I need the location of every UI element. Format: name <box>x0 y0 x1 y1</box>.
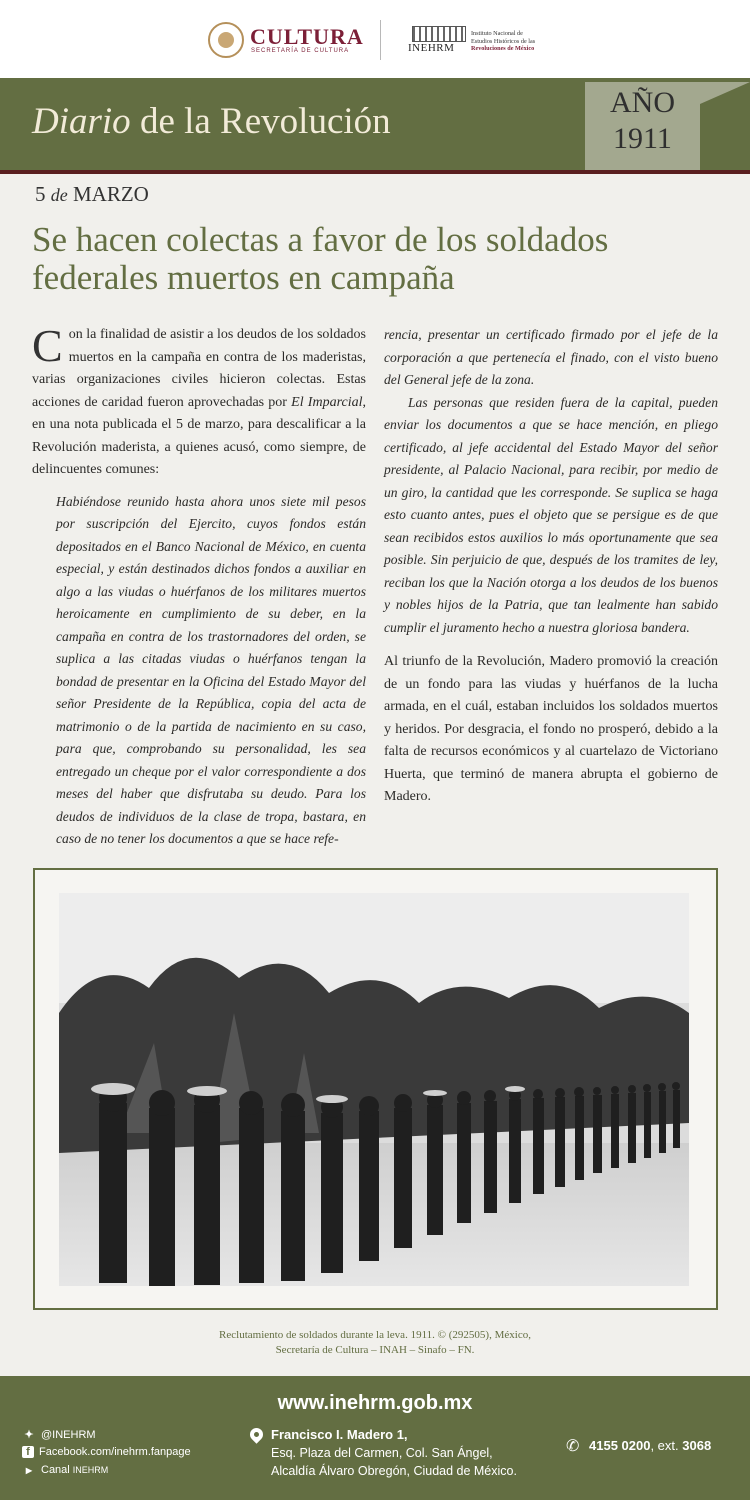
series-title-rest: de la Revolución <box>130 101 391 142</box>
intro-source: El Imparcial <box>291 394 363 410</box>
caption-line-1: Reclutamiento de soldados durante la leva. 1911. © (292505), México, <box>219 1329 531 1341</box>
inehrm-logo-description <box>471 30 561 53</box>
inehrm-line-2: Estudios Históricos de las <box>471 37 536 45</box>
inehrm-line-1: Instituto Nacional de <box>471 30 523 37</box>
photo-scene <box>59 893 689 1286</box>
inehrm-line-3: Revoluciones de México <box>471 45 535 52</box>
date-month: MARZO <box>73 182 149 206</box>
logo-divider <box>380 20 381 60</box>
intro-text-2: , en una nota publicada el 5 de marzo, para descalificar a la Revolución maderista, a quienes acusó, como siempre, de delincuentes comunes: <box>32 394 367 477</box>
series-title-italic: Diario <box>32 101 131 142</box>
series-title <box>32 100 391 143</box>
closing-paragraph: Al triunfo de la Revolución, Madero promovió la creación de un fondo para las viudas y huérfanos de la lucha armada, en el cuál, estaban incluidos los soldados muertos y heridos. Por desgracia, el fondo no prosperó, debido a la falta de recursos económicos y al cuartelazo de Victoriano Huerta, que terminó de manera abrupta el gobierno de Madero. <box>384 654 718 804</box>
phone-main: 4155 0200 <box>589 1438 651 1453</box>
quote-right-1: rencia, presentar un certificado firmado por el jefe de la corporación a que pertenecía el finado, con el visto bueno del General jefe de la zona. <box>384 327 718 387</box>
left-column <box>32 320 367 851</box>
year-number: 1911 <box>613 122 672 155</box>
address <box>271 1426 517 1480</box>
right-column <box>384 324 718 809</box>
historic-photo <box>59 893 689 1286</box>
date-day: 5 <box>35 182 46 206</box>
intro-text-1: on la finalidad de asistir a los deudos de los soldados muertos en la campaña en contra de los maderistas, varias organizaciones civiles hicieron colectas. Estas acciones de caridad fueron aprovechadas por <box>32 327 366 410</box>
twitter-handle: @INEHRM <box>41 1429 96 1441</box>
quote-left: Habiéndose reunido hasta ahora unos siete mil pesos por suscripción del Ejercito, cuyos fondos están depositados en el Banco Nacional de México, en cuenta especial, y están destinados dichos fondos a auxiliar en algo a las viudas o huérfanos de los militares muertos heroicamente en cumplimiento de su deber, en la campaña en contra de los trastornadores del orden, se suplica a las citadas viudas o huérfanos tengan la bondad de presentar en la Oficina del Estado Mayor del señor Presidente de la República, copia del acta de matrimonio o de la partida de nacimiento en su caso, para que, comprobando su personalidad, les sea entregado un cheque por el valor correspondiente a dos meses del haber que disfrutaba su deudo. Para los deudos de individuos de la clase de tropa, bastara, en caso de no tener los documentos a que se hace refe- <box>56 493 366 846</box>
phone-ext: 3068 <box>682 1438 712 1453</box>
twitter-icon: ✦ <box>24 1429 34 1441</box>
intro-paragraph <box>32 320 367 482</box>
address-line-1: Francisco I. Madero 1, <box>271 1427 408 1442</box>
mexico-seal-icon <box>208 22 244 58</box>
youtube-prefix: Canal <box>41 1464 73 1476</box>
phone-ext-label: , ext. <box>650 1438 683 1453</box>
article-date <box>35 182 149 207</box>
phone-number[interactable] <box>589 1438 711 1453</box>
article-headline: Se hacen colectas a favor de los soldados federales muertos en campaña <box>32 220 609 297</box>
date-de: de <box>50 185 68 205</box>
quote-right-2: Las personas que residen fuera de la capital, pueden enviar los documentos a que se hace mención, en pliego certificado, al jefe accidental del Estado Mayor del señor presidente, al Palacio Nacional, para recibir, por medio de un giro, la cantidad que les corresponde. Se suplica se haga esto cuanto antes, pues el objeto que se persigue es de que sean recibidos estos auxilios lo más oportunamente que sea posible. Sin perjuicio de que, después de los tramites de ley, reciban los que la Nación otorga a los deudos de los buenos y nobles hijos de la Patria, que tan lealmente han sabido cumplir el juramento hecho a nuestra gloriosa bandera. <box>384 394 718 635</box>
website-link[interactable]: www.inehrm.gob.mx <box>277 1392 473 1414</box>
title-band-underline <box>0 170 750 174</box>
youtube-icon: ▶ <box>25 1466 33 1475</box>
cultura-logo-subtitle: SECRETARÍA DE CULTURA <box>251 48 350 54</box>
inehrm-logo-text: INEHRM <box>408 42 455 54</box>
phone-icon: ✆ <box>566 1436 580 1455</box>
header-logos <box>0 0 750 78</box>
dropcap: C <box>32 320 63 371</box>
twitter-link[interactable] <box>22 1428 96 1441</box>
youtube-link[interactable] <box>22 1464 108 1476</box>
caption-line-2: Secretaría de Cultura – INAH – Sinafo – FN. <box>275 1344 475 1356</box>
cultura-logo-text: CULTURA <box>250 24 364 49</box>
youtube-channel: INEHRM <box>72 1465 109 1475</box>
photo-caption <box>0 1328 750 1358</box>
year-label: AÑO <box>610 86 675 119</box>
address-line-2: Esq. Plaza del Carmen, Col. San Ángel, <box>271 1446 493 1460</box>
year-box-tab <box>700 82 750 104</box>
inehrm-building-icon <box>412 26 466 42</box>
facebook-url: Facebook.com/inehrm.fanpage <box>39 1446 191 1458</box>
facebook-link[interactable] <box>22 1446 191 1458</box>
address-line-3: Alcaldía Álvaro Obregón, Ciudad de México. <box>271 1464 517 1478</box>
facebook-icon: f <box>22 1446 34 1458</box>
